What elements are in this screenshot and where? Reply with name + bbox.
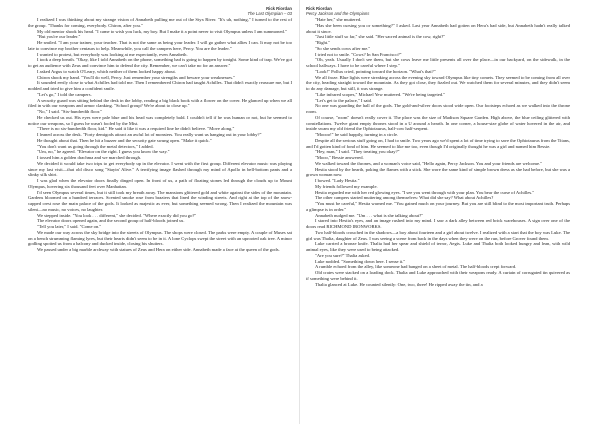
right-page — [300, 0, 600, 424]
paragraph: "Let's get to the palace," I said. — [315, 97, 373, 103]
paragraph: I'd seen Olympus several times, but it still took my breath away. The mansions glittered gold and white against the sides of the mountain. Gardens bloomed on a hundred terraces. Scented smoke rose from braziers that lined the winding streets. And right at the top of the snow-capped crest rose the main palace of the gods. It looked as majestic as ever, but something seemed wrong. Then I realized the mountain was silent—no music, no voices, no laughter. — [28, 189, 292, 212]
paragraph: It sounded eerily close to what Achilles had told me. Then I remembered Chiron had taught Achilles. That didn't exactly reassure me, but I nodded and tried to give him a confident smile. — [28, 80, 292, 91]
paragraph: My friends followed my example. — [315, 183, 378, 189]
left-page-body — [28, 17, 292, 253]
paragraph: Chiron shook my hand. "You'll do well, Percy. Just remember your strengths and beware your weaknesses." — [37, 74, 236, 80]
paragraph: No one was guarding the hall of the gods. The gold-and-silver doors stood wide open. Our footsteps echoed as we walked into the throne room. — [306, 103, 570, 114]
paragraph: A security guard was sitting behind the desk in the lobby, reading a big black book with a flower on the cover. He glanced up when we all filed in with our weapons and armor clanking. "School group? We're about to close up." — [28, 97, 292, 109]
paragraph: "Has she been cursing you or something?" I asked. Last year Annabeth had gotten on Hera's bad side, but Annabeth hadn't really talked about it since. — [306, 22, 570, 34]
paragraph: He smiled. "I am your trainer, your teacher. That is not the same as being your leader. I will go gather what allies I can. It may not be too late to convince my brother centaurs to help. Meanwhile, you call the campers here, Percy. You are the leader." — [28, 40, 292, 51]
paragraph: "You must be careful," Hestia warned me. "You gained much on your journey. But you are still blind to the most important truth. Perhaps a glimpse is in order." — [306, 201, 570, 212]
paragraph: Despite all the serious stuff going on, I had to smile. Two years ago we'd spent a lot of time trying to save the Ophiotaurus from the Titans, and I'd gotten kind of fond of him. He seemed to like me too, even though I'd originally thought he was a girl and named him Bessie. — [306, 137, 570, 149]
paragraph: "Hate her," she muttered. — [315, 17, 362, 22]
paragraph: He checked us out. His eyes were pale blue and his head was completely bald. I couldn't tell if he was human or not, but he seemed to notice our weapons, so I guess he wasn't fooled by the Mist. — [28, 114, 292, 126]
paragraph: "Are you sure?" Thalia asked. — [315, 252, 371, 258]
paragraph: I leaned across the desk. "Forty demigods attract an awful lot of monsters. You really want us hanging out in your lobby?" — [37, 132, 262, 137]
paragraph: Of course, "room" doesn't really cover it. The place was the size of Madison Square Garden. High above, the blue ceiling glittered with constellations. Twelve giant empty thrones stood in a U around a hearth. In one corner, a house-size globe of water hovered in the air, and inside swam my old friend the Ophiotaurus, half-cow half-serpent. — [306, 114, 570, 132]
paragraph: "No," I said. "Six-hundredth floor." — [37, 109, 103, 114]
paragraph: The other campers started muttering among themselves: What did she say? What about Achilles? — [315, 195, 494, 201]
paragraph: "Oh, yeah. Usually I don't see them, but she cows leave me little presents all over the place—in our backyard, on the sidewalk, in the school hallways. I have to be careful where I step." — [306, 57, 570, 68]
paragraph: My old mentor shook his head. "I came to wish you luck, my boy. But I make it a point never to visit Olympus unless I am summoned." — [37, 28, 287, 34]
paragraph: I bowed. "Lady Hestia." — [315, 178, 360, 183]
right-header-author: Rick Riordan — [306, 6, 332, 11]
left-header-author: Rick Riordan — [266, 6, 292, 11]
paragraph: I tried not to smile. "Cows? In San Francisco?" — [315, 51, 402, 57]
left-header-subtitle: The Last Olympian – 03 — [247, 11, 292, 16]
paragraph: "Just little stuff so far," she said. "Her sacred animal is the cow, right?" — [315, 34, 446, 40]
paragraph: "Mooo," Bessie answered. — [315, 155, 364, 160]
paragraph: We walked toward the thrones, and a woman's voice said, "Hello again, Percy Jackson. You and your friends are welcome." — [315, 160, 543, 166]
paragraph: I was glad when the elevator doors finally dinged open. In front of us, a path of floating stones led through the clouds up to Mount Olympus, hovering six thousand feet over Manhattan. — [28, 178, 292, 189]
paragraph: I realized I was thinking about my strange vision of Annabeth pulling me out of the Styx River. "It's uh, nothing," I turned to the rest of the group. "Thanks for coming, everybody. Chiron, after you." — [28, 17, 292, 28]
paragraph: Hestia regarded me with her red glowing eyes. "I see you went through with your plan. You bear the curse of Achilles." — [315, 189, 535, 195]
paragraph: "Um, no," he agreed. "Elevator on the right. I guess you know the way." — [37, 149, 170, 155]
paragraph: Luke nodded. "Something down here. I sense it." — [315, 258, 406, 264]
right-header-subtitle: Percy Jackson and the Olympians — [306, 11, 370, 16]
paragraph: "Let's go," I told the campers. — [37, 91, 92, 97]
paragraph: We all froze. Blue lights were streaking across the evening sky toward Olympus like tiny comets. They seemed to be coming from all over the city, heading straight toward the mountain. As they got close, they fizzled out. We watched them for several minutes, and they didn't seem to do any damage, but still, it was strange. — [306, 74, 570, 91]
left-page-header — [28, 6, 292, 17]
paragraph: "Moooo!" he said happily, turning in a circle. — [315, 132, 399, 137]
paragraph: "Tell you later," I said. "Come on." — [37, 224, 102, 229]
paragraph: "Right." — [315, 40, 331, 45]
paragraph: Old crates were stacked on a loading dock. Thalia and Luke approached with their weapons ready. A curtain of corrugated tin quivered as if something were behind it. — [306, 270, 570, 281]
paragraph: The elevator doors opened again, and the second group of half-bloods joined us. — [37, 218, 185, 224]
paragraph: "Hey, man," I said. "They treating you okay?" — [315, 149, 400, 155]
paragraph: Annabeth nudged me. "Um . . . what is she talking about?" — [315, 212, 423, 218]
paragraph: He thought about that. Then he hit a buzzer and the security gate swung open. "Make it quick." — [37, 137, 212, 143]
right-page-header — [306, 6, 570, 17]
paragraph: We made our way across the sky bridge into the streets of Olympus. The shops were closed. The parks were empty. A couple of Muses sat on a bench strumming flaming lyres, but their hearts didn't seem to be in it. A lone Cyclops swept the street with an uprooted oak tree. A minor godling spotted us from a balcony and ducked inside, closing his shutters. — [28, 229, 292, 247]
paragraph: "But you're our leader." — [37, 34, 81, 40]
paragraph: I asked Argus to watch O'Leary, which neither of them looked happy about. — [37, 68, 176, 74]
paragraph: I tossed him a golden drachma and we marched through. — [37, 155, 142, 160]
paragraph: We passed under a big marble archway with statues of Zeus and Hera on either side. Annabeth made a face at the queen of the gods. — [37, 247, 280, 252]
paragraph: "Look!" Pollux cried, pointing toward the horizon. "What's that?" — [315, 68, 436, 74]
paragraph: I stared into Hestia's eyes, and an image rushed into my mind. I saw a dark alley between red brick warehouses. A sign over one of the doors read RICHMOND IRONWORKS. — [306, 218, 570, 229]
paragraph: I took a deep breath. "Okay, like I told Annabeth on the phone, something bad is going to happen by tonight. Some kind of trap. We've got to get an audience with Zeus and convince him to defend the city. Remember, we can't take no for an answer." — [28, 57, 292, 68]
paragraph: We decided it would take two trips to get everybody up in the elevator. I went with the first group. Different elevator music was playing since my last visit—that old disco song "Stayin' Alive." A terrifying image flashed through my mind of Apollo in bell-bottom pants and a slinky silk shirt. — [28, 160, 292, 178]
paragraph: Thalia glanced at Luke. He counted silently: One, two, three! He ripped away the tin, and a — [315, 281, 483, 287]
paragraph: Luke carried a bronze knife. Thalia had her spear and shield of terror, Aegis. Luke and Thalia both looked hungry and lean, with wild animal eyes, like they were used to being attacked. — [306, 241, 570, 252]
paragraph: "So she sends cows after me." — [315, 45, 371, 51]
paragraph: "Like infrared scopes," Michael Yew muttered. "We're being targeted." — [315, 91, 446, 97]
paragraph: A rumble echoed from the alley, like someone had banged on a sheet of metal. The half-bloods crept forward. — [315, 264, 517, 270]
right-page-body — [306, 17, 570, 287]
paragraph: We stepped inside. "You look . . . different," she decided. "Where exactly did you go?" — [37, 212, 197, 218]
paragraph: "There is no six-hundredth floor, kid." He said it like it was a required line he didn't believe. "Move along." — [37, 126, 235, 132]
paragraph: I wanted to protest, but everybody was looking at me expectantly, even Annabeth. — [37, 51, 188, 57]
paragraph: Two half-bloods crouched in the shadows—a boy about fourteen and a girl about twelve. I realized with a start that the boy was Luke. The girl was Thalia, daughter of Zeus. I was seeing a scene from back in the days when they were on the run, before Grover found them. — [306, 229, 570, 241]
paragraph: "You don't want us going through the metal detectors," I added. — [37, 143, 154, 149]
paragraph: Hestia stood by the hearth, poking the flames with a stick. She wore the same kind of simple brown dress as she had before, but she was a grown woman now. — [306, 166, 570, 178]
